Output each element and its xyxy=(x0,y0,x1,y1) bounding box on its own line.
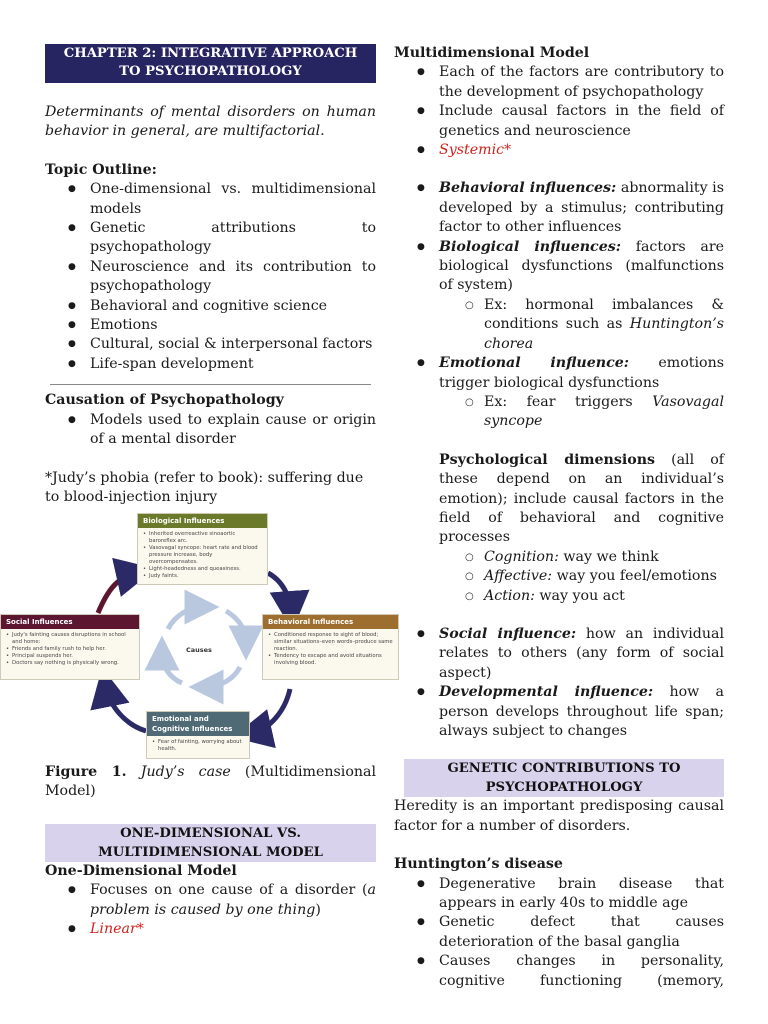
text: way you act xyxy=(539,587,625,604)
inner-arrow-4 xyxy=(162,653,182,683)
list-item: • Doctors say nothing is physically wrong. xyxy=(6,660,134,667)
list-item: • Vasovagal syncope: heart rate and blood pressure increase, body overcompensates. xyxy=(143,545,262,566)
right-column xyxy=(394,44,724,991)
list-item xyxy=(439,393,724,432)
label: Developmental influence: xyxy=(439,684,654,701)
causes-label: Causes xyxy=(186,646,212,654)
sub-list xyxy=(439,296,724,354)
list-item: ● Life-span development xyxy=(45,355,376,374)
list-item xyxy=(394,179,724,237)
judy-note: *Judy’s phobia (refer to book): suffering due to blood-injection injury xyxy=(45,469,364,505)
one-dim-heading: One-Dimensional Model xyxy=(45,862,237,879)
list-item: ● Cultural, social & interpersonal factors xyxy=(45,335,376,354)
emotional-cognitive-influences-box xyxy=(146,711,250,759)
inner-arrow-2 xyxy=(226,611,246,643)
text: Huntington’s chorea xyxy=(484,316,724,352)
systemic-note: Systemic* xyxy=(439,142,512,159)
figure-caption xyxy=(45,763,376,802)
text: Ex: hormonal imbalances & conditions such as xyxy=(484,296,724,333)
causation-heading: Causation of Psychopathology xyxy=(45,392,284,409)
label: Emotional influence: xyxy=(439,355,629,372)
list-item: ● Emotions xyxy=(45,316,376,335)
list-item xyxy=(394,625,724,683)
list-item: ● One-dimensional vs. multidimensional models xyxy=(45,180,376,219)
multi-list xyxy=(394,63,724,160)
causation-list xyxy=(45,411,376,450)
list-item: ● Neuroscience and its contribution to psychopathology xyxy=(45,258,376,297)
figure-label: Figure 1. xyxy=(45,764,127,780)
section-header-genetic: GENETIC CONTRIBUTIONS TO PSYCHOPATHOLOGY xyxy=(404,759,724,797)
box-title: Emotional and Cognitive Influences xyxy=(147,712,249,736)
list-item: ● Causes changes in personality, cognitive functioning (memory, xyxy=(394,952,724,991)
label: Affective: xyxy=(484,568,553,585)
text: factors are biological dysfunctions (malfunctions of system) xyxy=(439,238,725,294)
figure-caption-italic: Judy’s case xyxy=(140,764,231,780)
list-item xyxy=(439,567,724,586)
text: way we think xyxy=(563,548,659,565)
divider xyxy=(50,384,371,385)
list-item: ● Genetic defect that causes deterioration of the basal ganglia xyxy=(394,913,724,952)
arrow-behavioral-to-emotional xyxy=(252,689,290,733)
topic-list xyxy=(45,180,376,374)
text: way you feel/emotions xyxy=(556,568,717,585)
text: Ex: fear triggers xyxy=(484,393,633,410)
left-column-lower xyxy=(45,763,376,939)
social-influences-box xyxy=(0,614,140,680)
section-header-one-dim: ONE-DIMENSIONAL VS. MULTIDIMENSIONAL MODEL xyxy=(45,824,376,862)
psych-dimensions xyxy=(394,451,724,548)
list-item xyxy=(439,548,724,567)
list-item xyxy=(394,141,724,160)
list-item: • Conditioned response to sight of blood; similar situations–even words–produce same reaction. xyxy=(268,632,393,653)
label: Biological influences: xyxy=(439,238,621,255)
label: Psychological dimensions xyxy=(439,451,655,468)
list-item xyxy=(45,920,376,939)
influences-list xyxy=(394,179,724,431)
label: Action: xyxy=(484,587,535,604)
text: a problem is caused by one thing xyxy=(90,882,376,918)
one-dim-list xyxy=(45,881,376,939)
list-item: ● Models used to explain cause or origin of a mental disorder xyxy=(45,411,376,450)
list-item: • Fear of fainting, worrying about health. xyxy=(152,739,244,753)
label: Behavioral influences: xyxy=(439,180,617,197)
sub-list xyxy=(439,393,724,432)
influences-list-2 xyxy=(394,625,724,741)
multi-heading: Multidimensional Model xyxy=(394,45,590,61)
heredity-text: Heredity is an important predisposing causal factor for a number of disorders. xyxy=(394,798,724,834)
behavioral-influences-box xyxy=(262,614,399,680)
text: emotions trigger biological dysfunctions xyxy=(439,355,724,391)
left-column xyxy=(45,44,376,507)
figure-caption-rest: (Multidimensional Model) xyxy=(45,764,376,800)
list-item xyxy=(45,881,376,920)
inner-arrow-1 xyxy=(168,607,202,629)
list-item: • Friends and family rush to help her. xyxy=(6,646,134,653)
list-item: • Tendency to escape and avoid situations involving blood. xyxy=(268,653,393,667)
topic-outline-heading: Topic Outline: xyxy=(45,161,157,178)
text: how an individual relates to others (any form of social aspect) xyxy=(439,625,724,681)
arrow-social-to-bio xyxy=(98,573,136,613)
label: Social influence: xyxy=(439,625,577,642)
huntington-heading: Huntington’s disease xyxy=(394,856,563,873)
chapter-title: CHAPTER 2: INTEGRATIVE APPROACH TO PSYCHOPATHOLOGY xyxy=(45,44,376,83)
list-item xyxy=(394,683,724,741)
biological-influences-box xyxy=(137,513,268,585)
psych-list xyxy=(394,548,724,606)
arrow-bio-to-behavioral xyxy=(268,573,291,611)
list-item: • Judy faints. xyxy=(143,573,262,580)
list-item: ● Behavioral and cognitive science xyxy=(45,297,376,316)
judys-case-diagram xyxy=(0,511,404,763)
text: how a person develops throughout life span; always subject to changes xyxy=(439,684,724,739)
list-item xyxy=(394,354,724,432)
linear-note: Linear* xyxy=(90,921,144,938)
list-item xyxy=(439,296,724,354)
huntington-list xyxy=(394,875,724,991)
list-item: ● Degenerative brain disease that appears in early 40s to middle age xyxy=(394,875,724,914)
text: Vasovagal syncope xyxy=(484,393,724,430)
list-item: • Principal suspends her. xyxy=(6,653,134,660)
intro-text: Determinants of mental disorders on human behavior in general, are multifactorial. xyxy=(45,104,376,140)
list-item: ● Each of the factors are contributory to the development of psychopathology xyxy=(394,63,724,102)
list-item xyxy=(439,587,724,606)
box-title: Social Influences xyxy=(1,615,139,629)
text: ) xyxy=(315,901,321,918)
list-item: • Light-headedness and queasiness. xyxy=(143,566,262,573)
list-item: ● Genetic attributions to psychopathology xyxy=(45,219,376,258)
inner-arrow-3 xyxy=(206,667,240,687)
list-item: ● Include causal factors in the field of genetics and neuroscience xyxy=(394,102,724,141)
label: Cognition: xyxy=(484,548,559,565)
text: abnormality is developed by a stimulus; contributing factor to other influences xyxy=(439,180,724,236)
list-item: • Judy's fainting causes disruptions in school and home: xyxy=(6,632,134,646)
text: Focuses on one cause of a disorder ( xyxy=(90,882,368,899)
arrow-emotional-to-social xyxy=(106,687,146,731)
list-item xyxy=(394,238,724,354)
list-item: • Inherited overreactive sinoaortic baroreflex arc. xyxy=(143,531,262,545)
box-title: Biological Influences xyxy=(138,514,267,528)
box-title: Behavioral Influences xyxy=(263,615,398,629)
text: (all of these depend on an individual’s emotion); include causal factors in the field of behavioral and cognitive processes xyxy=(439,451,724,546)
